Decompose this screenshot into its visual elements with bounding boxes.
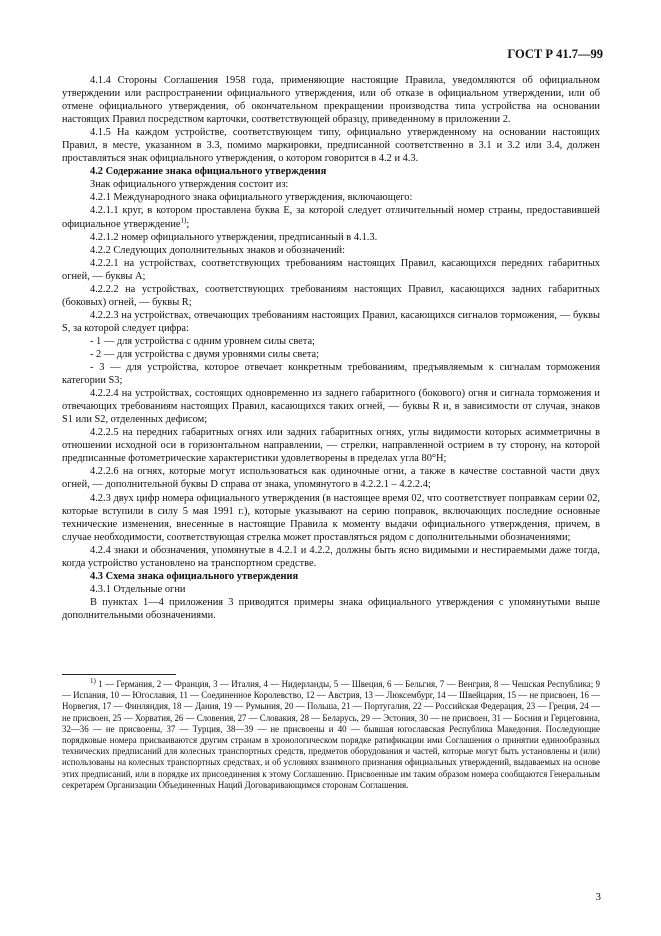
paragraph-4-2-2-6: 4.2.2.6 на огнях, которые могут использоваться как одиночные огни, а также в качестве составной части двух огней, — дополнительной буквы D справа от знака, упомянутого в 4.2.2.1 – 4.2.2.4; xyxy=(62,466,600,491)
paragraph-4-2-1-2: 4.2.1.2 номер официального утверждения, предписанный в 4.1.3. xyxy=(90,231,378,243)
paragraph-4-2-1-1-text: 4.2.1.1 круг, в котором проставлена буква Е, за которой следует отличительный номер страны, предоставившей официальное утверждение xyxy=(62,205,600,230)
footnote-divider xyxy=(62,674,176,675)
paragraph-4-2-2-5: 4.2.2.5 на передних габаритных огнях или задних габаритных огнях, углы видимости которых асимметричны в отношении исходной оси в горизонтальном направлении, — стрелки, направленной острием в ту сторону, на которой предписанные фотометрические характеристики удовлетворены в пределах угла 80°H; xyxy=(62,427,600,465)
section-heading-4-2: 4.2 Содержание знака официального утверждения xyxy=(90,166,327,178)
paragraph-4-2-1-1-end: ; xyxy=(186,218,190,230)
footnote-marker: 1) xyxy=(90,677,96,686)
section-heading-4-3: 4.3 Схема знака официального утверждения xyxy=(90,570,299,582)
footnote-paragraph xyxy=(62,679,600,791)
paragraph-4-2-2-3: 4.2.2.3 на устройствах, отвечающих требованиям настоящих Правил, касающихся сигналов торможения, — буквы S, за которой следует цифра: xyxy=(62,309,600,334)
paragraph-4-2-3: 4.2.3 двух цифр номера официального утверждения (в настоящее время 02, что соответствует поправкам серии 02, которые вступили в силу 5 мая 1991 г.), которые указывают на серию поправок, включающих последние основные технические изменения, внесенные в настоящие Правила к моменту выдачи официального утверждения, причем, в случае необходимости, соответствующая стрелка может проставляться рядом с дополнительными обозначениями; xyxy=(62,492,600,543)
paragraph-4-2-2-1: 4.2.2.1 на устройствах, соответствующих требованиям настоящих Правил, касающихся передних габаритных огней, — буквы А; xyxy=(62,257,600,282)
paragraph-annex-reference: В пунктах 1—4 приложения 3 приводятся примеры знака официального утверждения с упомянутыми выше дополнительными обозначениями. xyxy=(62,596,600,621)
paragraph-4-2-2-2: 4.2.2.2 на устройствах, соответствующих требованиям настоящих Правил, касающихся задних габаритных (боковых) огней, — буквы R; xyxy=(62,283,600,308)
footnote-text: 1 — Германия, 2 — Франция, 3 — Италия, 4 — Нидерланды, 5 — Швеция, 6 — Бельгия, 7 — Венгрия, 8 — Чешская Республика; 9 — Испания, 10 — Югославия, 11 — Соединенное Королевство, 12 — Австрия, 13 — Люксембург, 14 — Швейцария, 15 — не присвоен, 16 — Норвегия, 17 — Финляндия, 18 — Дания, 19 — Румыния, 20 — Польша, 21 — Португалия, 22 — Российская Федерация, 23 — Греция, 24 — не присвоен, 25 — Хорватия, 26 — Словения, 27 — Словакия, 28 — Беларусь, 29 — Эстония, 30 — не присвоен, 31 — Босния и Герцеговина, 32—36 — не присвоены, 37 — Турция, 38—39 — не присвоены и 40 — бывшая югославская Республика Македония. Последующие порядковые номера присваиваются другим странам в хронологическом порядке ратификации ими Соглашения о принятии единообразных технических предписаний для колесных транспортных средств, предметов оборудования и частей, которые могут быть установлены и (или) использованы на колесных транспортных средствах, и об условиях взаимного признания официальных утверждений, выдаваемых на основе этих предписаний, или в порядке их присоединения к этому Соглашению. Присвоенные им таким образом номера сообщаются Генеральным секретарем Организации Объединенных Наций Договаривающимся сторонам Соглашения. xyxy=(62,679,600,790)
paragraph-4-2-1-1 xyxy=(62,204,600,230)
paragraph-4-2-2-4: 4.2.2.4 на устройствах, состоящих одновременно из заднего габаритного (бокового) огня и сигнала торможения и отвечающих требованиям настоящих Правил, касающихся таких огней, — буквы R и, в зависимости от случая, знаков S1 или S2, отделенных дефисом; xyxy=(62,388,600,426)
paragraph-intro: Знак официального утверждения состоит из: xyxy=(90,179,289,191)
list-item-1: - 1 — для устройства с одним уровнем силы света; xyxy=(90,335,315,347)
paragraph-4-1-5: 4.1.5 На каждом устройстве, соответствующем типу, официально утвержденному на основании настоящих Правил, в месте, указанном в 3.3, помимо маркировки, предписанной соответственно в 3.1 и 3.2 или 3.4, должен проставляться знак официального утверждения, о котором говорится в 4.2 и 4.3. xyxy=(62,127,600,165)
page-number: 3 xyxy=(595,891,601,903)
paragraph-4-2-4: 4.2.4 знаки и обозначения, упомянутые в 4.2.1 и 4.2.2, должны быть ясно видимыми и нестираемыми даже тогда, когда устройство установлено на транспортном средстве. xyxy=(62,544,600,569)
footnote-reference: 1) xyxy=(180,216,187,225)
paragraph-4-1-4: 4.1.4 Стороны Соглашения 1958 года, применяющие настоящие Правила, уведомляются об официальном утверждении или распространении официального утверждения, или об отказе в официальном утверждении, или об отмене официального утверждения, об окончательном прекращении производства типа устройства на основании настоящих Правил посредством карточки, соответствующей образцу, приведенному в приложении 2. xyxy=(62,75,600,126)
footnote xyxy=(62,679,600,791)
list-item-3: - 3 — для устройства, которое отвечает конкретным требованиям, предъявляемым к сигналам торможения категории S3; xyxy=(62,362,600,387)
document-code: ГОСТ Р 41.7—99 xyxy=(507,47,603,61)
paragraph-4-2-1: 4.2.1 Международного знака официального утверждения, включающего: xyxy=(90,192,413,204)
paragraph-4-2-2: 4.2.2 Следующих дополнительных знаков и обозначений: xyxy=(90,244,345,256)
body-text xyxy=(62,74,600,622)
list-item-2: - 2 — для устройства с двумя уровнями силы света; xyxy=(90,348,320,360)
paragraph-4-3-1: 4.3.1 Отдельные огни xyxy=(90,583,186,595)
